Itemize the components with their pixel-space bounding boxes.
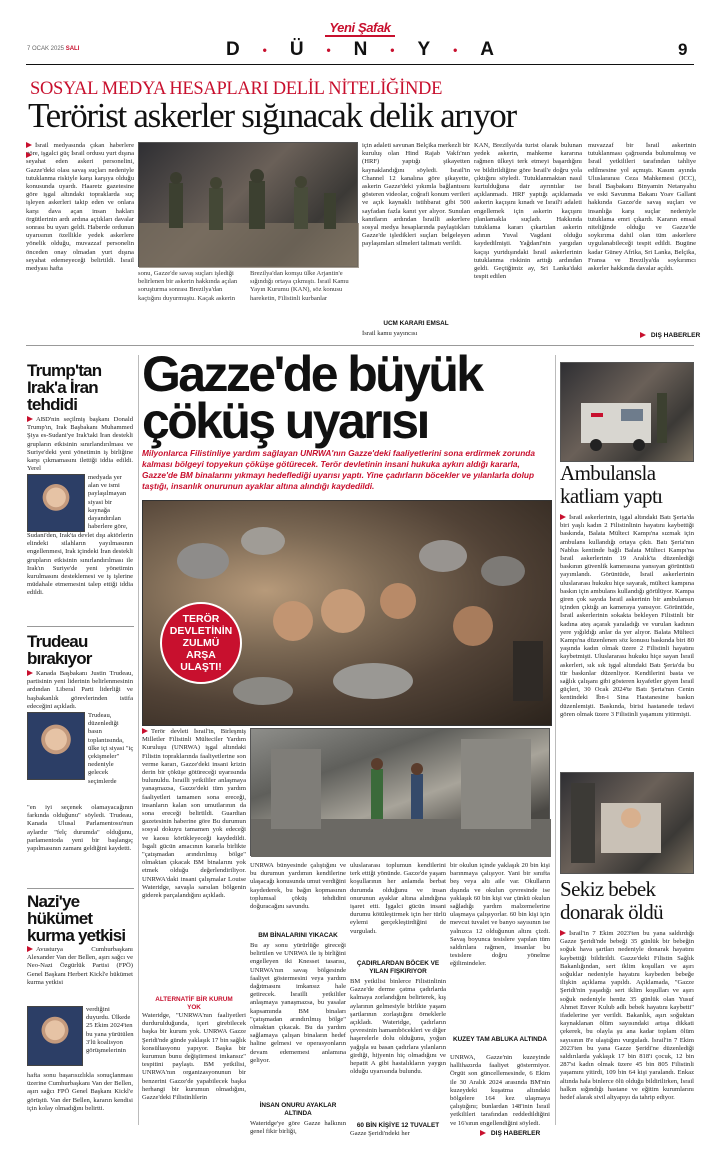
- section-dot: •: [390, 43, 395, 57]
- main-col1-subheading: ALTERNATİF BİR KURUM YOK: [155, 996, 233, 1011]
- rubble-photo-svg: [251, 729, 551, 857]
- top-col3-end: İsrail kamu yayıncısı: [362, 330, 418, 337]
- left-col-divider: [138, 355, 139, 1125]
- trudeau-text-bottom: "en iyi seçenek olamayacağının farkında olduğunu" söyledi. Trudeau, Kanada Ulusal Parlamentosu'nun aylardır "felç durumda" olduğunu, parlamentoda yeni bir başlangıç yapılmasının zamanı geldiğini kaydetti.: [27, 804, 133, 853]
- section-title: [226, 39, 494, 61]
- header-rule: [26, 64, 694, 65]
- section-dot: •: [453, 43, 458, 57]
- main-col3-end: Gazze Şeridi'ndeki her: [350, 1130, 410, 1137]
- babies-text: İsrail'in 7 Ekim 2023'ten bu yana saldırdığı Gazze Şeridi'nde bebeği 35 günlük bir bebeğin soğuk hava şartları nedeniyle donarak hayatını kaybettiği bildirildi. Gazze'deki Filistin Sağlık Bakanlığından, sert iklim koşulları ve aşırı soğuklar nedeniyle hayatını kaybeden bebeğe ilişkin açıklama yapıldı. Açıklamada, "Gazze Şeridi'nin yaşadığı sert iklim koşulları ve aşırı soğuk nedeniyle henüz 35 günlük olan Yusuf Ahmet Enver Kulub adlı bebek hayatını kaybetti" ifadelerine yer verildi. Bakanlık, aşırı soğuktan kaynaklanan ölüm sayısındaki artışa dikkati çekerek, bu olayla şu ana kadar toplam ölüm sayısının 8'e ulaştığını vurguladı. İsrail'in 7 Ekim 2023'ten bu yana Gazze Şeridi'ne düzenlediği saldırılarda yaklaşık 17 bin 818'i çocuk, 12 bin 287'si kadın olmak üzere 45 bin 805 Filistinli yaşamını yitirdi, 109 bin 64 kişi yaralandı. Enkaz altında hala binlerce ölü olduğu bildirilirken, İsrail halkın sığındığı hastane ve eğitim kurumlarını hedef alarak sivil altyapıyı da tahrip ediyor.: [560, 930, 694, 1142]
- brand-text: Yeni Şafak: [329, 20, 391, 35]
- top-byline-text: DIŞ HABERLER: [650, 332, 701, 339]
- right-col-divider: [555, 355, 556, 1125]
- baby-photo: [560, 772, 694, 874]
- main-headline-line1: Gazze'de büyük: [142, 346, 482, 402]
- main-col1-end: Wateridge, "UNRWA'nın faaliyetleri durdurulduğunda, içeri girebilecek başka bir kurum yok. UNRWA Gazze Şeridi'nde günde yaklaşık 17 bin sağlık konsültasyonu yapıyor. Başka bir kurumun bunu değiştirmesi imkansız" tespitini paylaştı. BM yetkilisi, UNRWA'nın organizasyonunun bir benzerini Gazze'de yapabilecek başka herhangi bir kurumun olmadığını, Gazze'deki Filistinlilerin: [142, 1012, 246, 1102]
- stamp-badge: [160, 602, 242, 684]
- baby-photo-svg: [561, 773, 695, 875]
- day-text: SALI: [65, 46, 80, 52]
- nazi-text-side: verdiğini duyurdu. Ülkede 25 Ekim 2024'ten bu yana yürütülen 3'lü koalisyon görüşmelerinin: [86, 1006, 134, 1055]
- top-col4: KAN, Brezilya'da turist olarak bulunan yedek askerin, mahkeme kararına rağmen ülkeyi terk etmeyi başardığını ve bildirildiğine göre İsrail'e doğru yola çıktığını söyledi. Tutuklanmaktan nasıl kurtulduğuna dair ayrıntılar ise açıklanmadı. HRF yaptığı açıklamada askerin kaçışını kınadı ve İsrail'i adaleti engellemek için askerin kaçışını planlamakla suçladı. Hakkında tutuklama kararı çıkartılan askerin adının Yuval Vagdani olduğu kaydedilmişti. Yağdani'nin yargıdan kaçışı yurtdışındaki İsrail askerlerinin tutuklanma riskinin arttığı ardından geldi. Geçtiğimiz ay, Sri Lanka'daki tespit edilen: [474, 142, 582, 281]
- ambulance-photo-svg: [561, 363, 695, 463]
- top-kicker: SOSYAL MEDYA HESAPLARI DELİL NİTELİĞİNDE: [30, 79, 443, 99]
- main-col2: UNRWA bünyesinde çalıştığını ve bu durumun yardımın kendilerine ulaşacağı konusunda umut verdiğini kaydederek, bu bağın kopmasının toplumsal çöküş tehdidini doğuracağını savundu.: [250, 862, 346, 911]
- babies-title-line1: Sekiz bebek: [560, 877, 656, 901]
- top-col3: için adaleti savunan Belçika merkezli bir kuruluş olan Hind Rajab Vakfı'nın (HRF) yaptığı şikayetten kaynaklandığını söyledi. İsrail'in Channel 12 kanalına göre şikayette, askerin Gazze'deki yıkımla bağlantısını gösteren videolar, coğrafi konum verileri ve açık kaynaklı istihbarat gibi 500 sayfadan fazla kanıt yer alıyor. Sunulan kanıtların ardından İsrailli askerlere sosyal medya hesaplarında paylaştıkları Gazze'de işledikleri suçları belgeleyen paylaşımları silmeleri talimatı verildi.: [362, 142, 470, 248]
- section-letter: Y: [417, 39, 431, 60]
- left-rule-2: [27, 888, 134, 889]
- top-caption2: Brezilya'dan komşu ülke Arjantin'e sığındığı ortaya çıkmıştı. İsrail Kamu Yayın Kurumu (KAN), söz konusu hareketin, Filistinli kurbanlar: [250, 270, 349, 302]
- nazi-text-top: Avusturya Cumhurbaşkanı Alexander Van der Bellen, aşırı sağcı ve Neo-Nazi Özgürlük Partisi (FPÖ) Genel Başkanı Herbert Kickl'e hükümet kurma yetkisi: [27, 946, 133, 1004]
- nazi-title: Nazi'ye hükümet kurma yetkisi: [27, 892, 126, 945]
- trump-title: Trump'tan Irak'a İran tehdidi: [27, 361, 102, 414]
- top-byline: [640, 332, 700, 339]
- trump-text-bottom: Sudani'den, Irak'ta devlet dışı aktörlerin elindeki silahların yayılmasının engellenmesi, Irak içindeki İran destekli grupların etkisinin sınırlandırılması ile Irak'ın Suriye'de yeni yönetimin kurulmasını desteklemesi ve iş işlerine müdahale etmemesini talep ettiği iddia edildi.: [27, 532, 133, 597]
- main-col1: Terör devleti İsrail'in, Birleşmiş Milletler Filistinli Mülteciler Yardım Kuruluşu (UNRWA) işgal altındaki Filistin topraklarında faaliyetlerine son verme kararı, Gazze'deki insani krizin derin bir çöküşe götüreceği uyarısında bulunuldu. İsrailli yetkililer anlaşmaya yanaşmazsa, Gazze'deki tüm yardım faaliyetleri tamamen sona ereceği, insanların kalan son umutlarının da sona ereceği belirtildi. Guardian gazetesinin haberine göre Bu durumun sosyal dokuyu tamamen yok edeceği ve kaosu körükleyeceği kaydedildi. İsgali gücün amacının kararla birlikte "çatışmadan arındırılmış bölge" olmaktan çıkacak BM binalarını yok etmek olduğu değerlendiriliyor. UNRWA'daki insani çalışmalar Louise Wateridge, savaşla sarsılan bölgenin giderek parçalandığını açıkladı.: [142, 728, 246, 994]
- trump-text-side: medyada yer alan ve ismi paylaşılmayan siyasi bir kaynağa dayandırılan haberlere göre,: [88, 474, 128, 531]
- trump-photo: [27, 474, 85, 532]
- stamp-text: TERÖR DEVLETİNİN ZULMÜ ARŞA ULAŞTI!: [169, 613, 233, 673]
- ambulance-photo: [560, 362, 694, 462]
- main-col2-end: Wateridge'ye göre Gazze halkının genel fikir birliği,: [250, 1120, 346, 1136]
- top-col1-bullet-holder: [26, 146, 34, 154]
- main-col4-end: UNRWA, Gazze'nin kuzeyinde hallihazırda faaliyet göstermiyor. Örgüt son güncellemesinde, 6 Ekim ile 30 Aralık 2024 arasında BM'nin kuzeydeki kuşatma altındaki bölgelere 164 kez ulaşmaya çalıştığını; bunlardan 148'inin İsrail yetkilileri tarafından reddedildiğini ve 16'sının engellendiğini söyledi.: [450, 1054, 550, 1127]
- trudeau-text-side: Trudeau, düzenlediği basın toplantısında, ülke içi siyasi "iç çekişmeler" nedeniyle gelecek seçimlerde: [88, 712, 134, 785]
- header-date: [27, 46, 79, 52]
- section-dot: •: [326, 43, 331, 57]
- main-col4-subheading: KUZEY TAM ABLUKA ALTINDA: [452, 1036, 548, 1043]
- trudeau-text-top: Kanada Başbakanı Justin Trudeau, partisinin yeni liderinin belirlenmesinin ardından Liberal Parti liderliği ve başbakanlık görevlerinden istifa edeceğini açıkladı.: [27, 670, 133, 712]
- main-col2-subheading: BM BİNALARINI YIKACAK: [258, 932, 338, 939]
- nazi-text-bottom: hafta sonu başarısızlıkla sonuçlanması üzerine Cumhurbaşkanı Van der Bellen, aşırı sağcı FPÖ Genel Başkanı Kickl'e görüştü. Van der Bellen, kararın kendisi için kolay olmadığını belirtti.: [27, 1072, 133, 1112]
- main-col3-subheading2: 60 BİN KİŞİYE 12 TUVALET: [356, 1122, 440, 1129]
- ambulance-title: [560, 462, 696, 508]
- main-byline: [480, 1130, 540, 1137]
- left-rule-1: [27, 626, 134, 627]
- top-caption1: sonu, Gazze'de savaş suçları işlediği belirlenen bir askerin hakkında açılan soruşturma sonrası Brezilya'dan kaçtığını duyurmuştu. Kaçak askerin: [138, 270, 238, 302]
- babies-title: [560, 878, 696, 924]
- main-col2-mid: Bu ay sonu yürürlüğe gireceği belirtilen ve UNRWA ile iş birliğini engelleyen iki Knesset tasarısı, UNRWA'nın savaş bölgesinde faaliyet göstermesini veya yardım dağıtmasını imkansız hale getirecek. İsrailli yetkililer anlaşmaya yanaşmazsa, bu yasalar kapsamında BM binaları "çatışmadan arındırılmış bölge" olmaktan çıkacak. Bu da yardım sağlamaya çalışan binaların hedef haline gelmesi ve operasyonların devam edememesi anlamına geliyor.: [250, 942, 346, 1064]
- section-letter: N: [353, 39, 368, 60]
- trump-text-top: ABD'nin seçilmiş başkanı Donald Trump'ın, Irak Başbakanı Muhammed Şiya es-Sudani'ye Irak'taki İran destekli grupların etkisinin sınırlandırılması ve Suriye'deki yeni yönetimin iş birliğine karşı çıkmamasını ilettiği iddia edildi. Yerel: [27, 416, 133, 473]
- nazi-photo: [27, 1006, 83, 1066]
- main-col3: uluslararası toplumun kendilerini terk ettiği yönünde. Gazze'de yaşam koşullarının her anlamda berbat durumda olduğunu ve insan onurunun ayaklar altına alındığına işaret etti. İşgalci gücün insani durumu kötüleştirmek için her türlü eylemi gerçekleştirdiğini de vurguladı.: [350, 862, 446, 935]
- brand-underline: [325, 35, 395, 37]
- ambulance-title-line2: katliam yaptı: [560, 484, 663, 508]
- date-text: 7 OCAK 2025: [27, 46, 65, 52]
- section-letter: D: [226, 39, 240, 60]
- section-letter: Ü: [289, 39, 304, 60]
- trudeau-title: Trudeau bırakıyor: [27, 632, 92, 668]
- second-photo: [250, 728, 550, 856]
- trudeau-photo: [27, 712, 85, 780]
- babies-title-line2: donarak öldü: [560, 900, 664, 924]
- main-col2-subheading2: İNSAN ONURU AYAKLAR ALTINDA: [259, 1102, 337, 1117]
- main-col3-mid: BM yetkilisi binlerce Filistinlinin Gazze'de derme çatma çadırlarda kalmaya zorlandığını belirterek, kış aylarının gelmesiyle birlikte yaşam şartlarının zorlaştığını örneklerle açıkladı. Wateridge, çadırların çevresinin hamamböcekleri ve diğer haşerelerle dolu olduğunu, yoğun yağışla su basan çadırlara yılanların girdiği, hijyenin hiç olmadığını ve hepatit A gibi hastalıkların yaygın olduğu uyarısında bulundu.: [350, 978, 446, 1076]
- soldiers-photo-svg: [139, 143, 359, 268]
- section-letter: A: [480, 39, 494, 60]
- page-number: 9: [678, 40, 688, 59]
- top-photo: [138, 142, 358, 267]
- main-col4: bir okulun içinde yaklaşık 20 bin kişi barınmaya çalışıyor. Yani bir sınıfta beş veya altı aile var. Okulların dışında ve okulun çevresinde ise yaklaşık 60 bin kişi var çünkü okulun sağladığı yardım malzemelerine ulaşmaya çalışıyorlar. 60 bin kişi için mevcut tuvalet ve banyo sayısının ise yalnızca 12 olduğunun altını çizdi. Savaş boyunca tesislere yapılan tüm saldırılara rağmen, insanlar bu tesislere doğru yönelme eğilimindeler.: [450, 862, 550, 968]
- top-col3-subheading: UCM KARARI EMSAL: [383, 320, 449, 327]
- top-col1: İsrail medyasında çıkan haberlere göre, işgalci güç İsrail ordusu yurt dışına seyahat eden askeri personelini, Gazze'deki olası savaş suçları nedeniyle tutuklanma riskiyle karşı karşıya olduğu konusunda uyardı. Haaretz gazetesine göre işgal altındaki topraklarda suç işleyen askerleri takip eden ve onlara karşı dava açan insan hakları örgütlerinin ardı ardına açtıkları davalar sonrası bu uyarı geldi. Haberde ordunun uyarısının özellikle yedek askerlere yönelik olduğu, muvazzaf personelin önceden onay olmadan yurt dışına seyahat edemeyeceği belirtildi. İsrail medyası hafta: [26, 142, 134, 370]
- section-dot: •: [262, 43, 267, 57]
- top-headline: Terörist askerler sığınacak delik arıyor: [28, 96, 516, 135]
- ambulance-title-line1: Ambulansla: [560, 461, 656, 485]
- main-byline-text: DIŞ HABERLER: [490, 1130, 541, 1137]
- main-headline-line2: çöküş uyarısı: [142, 393, 428, 449]
- ambulance-text: İsrail askerlerinin, işgal altındaki Batı Şeria'da biri yaşlı kadın 2 Filistinlinin hayatını kaybettiği baskında, Balata Mülteci Kampı'na sızmak için ambulans kullandığı ortaya çıktı. Batı Şeria'nın Nablus kentinde bağlı Balata Mülteci Kampı'na İsrail askerlerinin 19 Aralık'ta düzenlediği baskının güvenlik kamerasına yansıyan görüntüsü yayımlandı. Görüntüde, İsrail askerlerinin uluslararası hukuku hiçe sayarak, mülteci kampına baskın için ambulans kullandığı görülüyor. Kampa giren çok sayıda İsrail askerinin bir ambulansın içinden çıktığı an kameraya yansıyor. Görüntüde, İsrail askerlerinin sokakta bekleyen Filistinli bir kadına ateş açarak yaraladığı ve vurulan kadının yere yığıldığı anlar da yer alıyor. Balata Mülteci Kampı'na düzenlenen söz konusu baskında biri 80 yaşında kadın olmak üzere 2 Filistinli hayatını kaybetmişti. Uluslararası hukuku hiçe sayan İsrail askerleri, sık sık işgal altındaki Batı Şeria'da bu tür baskınlar düzenliyor. Kendilerini basta ve sağlık çalışanı gibi gösteren kıyafetler giyen İsrail güçleri, 30 Ocak 2024'te Batı Şeria'nın Cenin kentindeki İbn-i Sina Hastanesine baskın düzenlemişti. Baskında, birisi hastanede tedavi gören olmak üzere 3 Filistinli yaşamını yitirmişti.: [560, 514, 694, 770]
- main-deck: Milyonlarca Filistinliye yardım sağlayan UNRWA'nın Gazze'deki faaliyetlerini sona erdirmek zorunda kalması bölgeyi topyekun çöküşe götürecek. Terör devletinin insani hukuka aykırı aldığı kararla, Gazze'de BM binalarını yıkmayı hedeflediği uyarısı yaptı. Yine çadırların böcekler ve yılanlarla dolup taştığı, insanlık onurunun ayaklar altına alındığı kaydedildi.: [142, 448, 535, 491]
- main-col3-subheading: ÇADIRLARDAN BÖCEK VE YILAN FIŞKIRIYOR: [356, 960, 440, 975]
- brand-logo: [318, 20, 402, 35]
- top-col5: muvazzaf bir İsrail askerinin tutuklanması çağrısında bulunulmuş ve İsrail yetkilileri tarafından tahliye edilmesine yol açmıştı. Kasım ayında Uluslararası Ceza Mahkemesi (ICC), İsrail Başbakanı Binyamin Netanyahu ve eski Savunma Bakanı Yoav Gallant hakkında Gazze'de savaş suçları ve insanlığa karşı suçlar nedeniyle tutuklama emri çıkardı. Kararın emsal niteliğinde olduğu ve Gazze'de soykırıma dahil olan tüm askerlere uygulanabileceği tespit edildi. Bugüne kadar Güney Afrika, Sri Lanka, Belçika, Fransa ve Brezilya'da soykırımcı askerler hakkında davalar açıldı.: [588, 142, 696, 273]
